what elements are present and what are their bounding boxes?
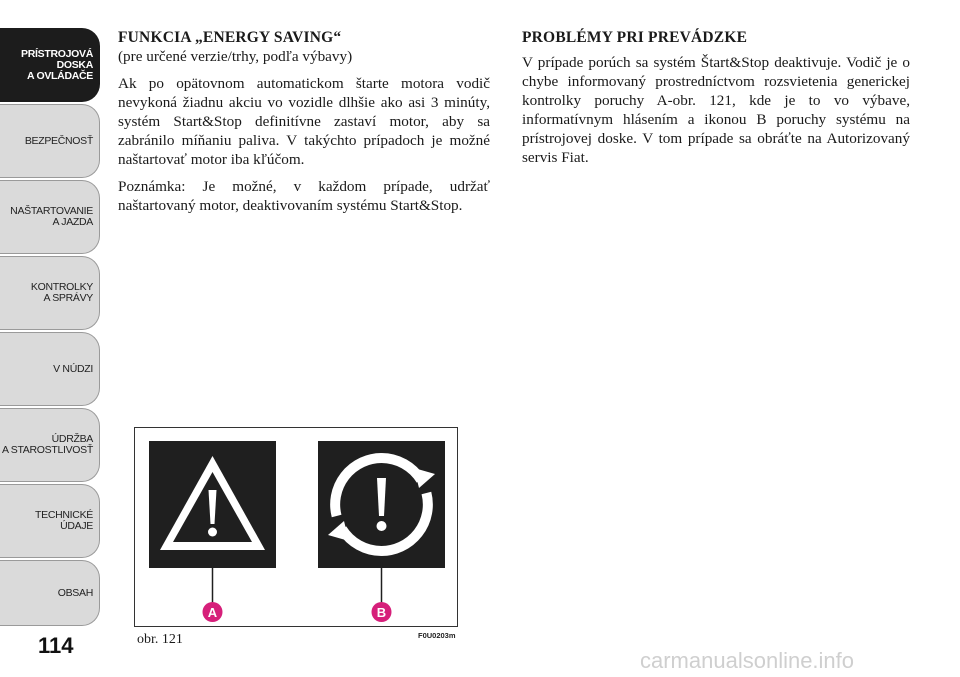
label-a-text: A — [207, 605, 218, 620]
sidebar-tab-label: KONTROLKY A SPRÁVY — [30, 281, 93, 304]
sidebar-tab-label: NAŠTARTOVANIE A JAZDA — [10, 205, 93, 228]
sidebar-tab-label: TECHNICKÉ ÚDAJE — [35, 509, 93, 532]
paragraph: V prípade porúch sa systém Štart&Stop deaktivuje. Vodič je o chybe informovaný prostredníctvom rozsvietenia generickej kontrolky poruchy A-obr. 121, kde je to vo výbave, informatívnym hlásením a ikonou B poruchy systému na prístrojovej doske. V tom prípade sa obráťte na Autorizovaný servis Fiat. — [522, 54, 910, 166]
paragraph: Ak po opätovnom automatickom štarte motora vodič nevykoná žiadnu akciu vo vozidle dlhšie ako asi 3 minúty, systém Start&Stop definitívne zastaví motor, aby sa zabránilo míňaniu paliva. V takýchto prípadoch je možné naštartovať motor iba kľúčom. — [118, 75, 490, 168]
section-heading-energy-saving: FUNKCIA „ENERGY SAVING“ — [118, 29, 342, 46]
sidebar-tab-label: BEZPEČNOSŤ — [24, 134, 93, 147]
figure-caption: obr. 121 — [137, 632, 183, 647]
left-column — [118, 28, 490, 223]
section-heading-problemy: PROBLÉMY PRI PREVÁDZKE — [522, 29, 748, 46]
sidebar-tab-label: V NÚDZI — [53, 362, 93, 375]
paragraph: Poznámka: Je možné, v každom prípade, udržať naštartovaný motor, deaktivovaním systému Start&Stop. — [118, 178, 490, 214]
sidebar-tab-udrzba[interactable] — [0, 408, 100, 482]
sidebar-tab-label: PRÍSTROJOVÁ DOSKA A OVLÁDAČE — [21, 47, 93, 82]
sidebar-tab-v-nudzi[interactable] — [0, 332, 100, 406]
figure-121 — [134, 427, 458, 627]
sidebar-tab-label: OBSAH — [57, 586, 93, 599]
sidebar-tab-label: ÚDRŽBA A STAROSTLIVOSŤ — [2, 433, 93, 456]
sidebar-tab-kontrolky[interactable] — [0, 256, 100, 330]
sidebar-tab-obsah[interactable] — [0, 560, 100, 626]
figure-code: F0U0203m — [418, 631, 456, 640]
label-b-text: B — [376, 605, 387, 620]
figure-illustration — [135, 428, 457, 626]
sidebar-tab-bezpecnost[interactable] — [0, 104, 100, 178]
page-number: 114 — [38, 633, 74, 658]
sidebar-tab-nastartovanie[interactable] — [0, 180, 100, 254]
sidebar-tab-technicke-udaje[interactable] — [0, 484, 100, 558]
section-subheading: (pre určené verzie/trhy, podľa výbavy) — [118, 48, 353, 65]
right-column — [522, 28, 910, 175]
sidebar-tab-pristrojova-doska[interactable] — [0, 28, 100, 102]
watermark: carmanualsonline.info — [640, 648, 855, 673]
